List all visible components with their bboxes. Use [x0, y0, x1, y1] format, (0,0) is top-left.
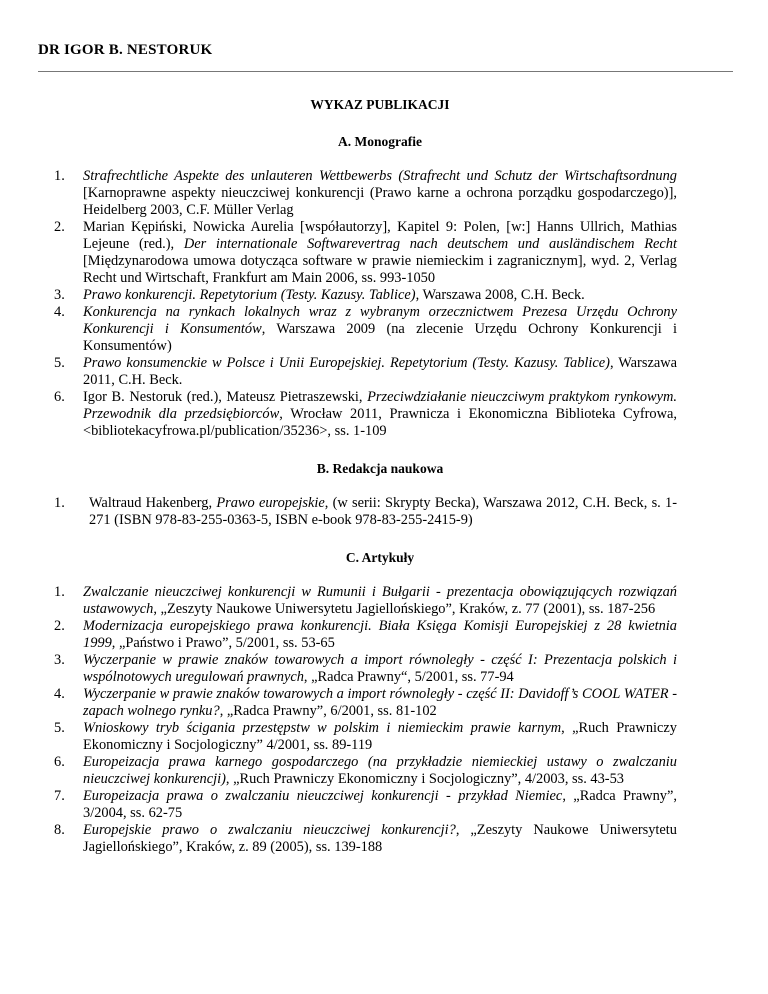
author-header: DR IGOR B. NESTORUK — [38, 42, 213, 58]
monografie-list — [54, 168, 678, 440]
section-title-redakcja: B. Redakcja naukowa — [316, 461, 444, 476]
list-item: 3. Wyczerpanie w prawie znaków towarowych a import równoległy - część I: Prezentacja polskich i wspólnotowych uregulowań prawnych, „Radca Prawny“, 5/2001, ss. 77-94 — [54, 652, 677, 685]
artykuly-list — [54, 584, 677, 856]
list-item: 8. Europejskie prawo o zwalczaniu nieuczciwej konkurencji?, „Zeszyty Naukowe Uniwersytetu Jagiellońskiego”, Kraków, z. 89 (2005), ss. 139-188 — [54, 822, 677, 855]
list-item: 4. Wyczerpanie w prawie znaków towarowych a import równoległy - część II: Davidoff’s COOL WATER - zapach wolnego rynku?, „Radca Prawny”, 6/2001, ss. 81-102 — [54, 686, 677, 719]
header-divider — [38, 71, 733, 72]
list-item: 4. Konkurencja na rynkach lokalnych wraz z wybranym orzecznictwem Prezesa Urzędu Ochrony Konkurencji i Konsumentów, Warszawa 2009 (na zlecenie Urzędu Ochrony Konkurencji i Konsumentów) — [54, 304, 677, 354]
list-item: 1. Zwalczanie nieuczciwej konkurencji w Rumunii i Bułgarii - prezentacja obowiązujących rozwiązań ustawowych, „Zeszyty Naukowe Uniwersytetu Jagiellońskiego”, Kraków, z. 77 (2001), ss. 187-256 — [54, 584, 677, 617]
list-item: 1. Strafrechtliche Aspekte des unlauteren Wettbewerbs (Strafrecht und Schutz der Wirtschaftsordnung [Karnoprawne aspekty nieuczciwej konkurencji (Prawo karne a ochrona porządku gospodarczego)], Heidelberg 2003, C.F. Müller Verlag — [54, 168, 677, 218]
list-item: 7. Europeizacja prawa o zwalczaniu nieuczciwej konkurencji - przykład Niemiec, „Radca Prawny”, 3/2004, ss. 62-75 — [54, 788, 677, 821]
list-item: 2. Modernizacja europejskiego prawa konkurencji. Biała Księga Komisji Europejskiej z 28 kwietnia 1999, „Państwo i Prawo”, 5/2001, ss. 53-65 — [54, 618, 677, 651]
list-item: 6. Europeizacja prawa karnego gospodarczego (na przykładzie niemieckiej ustawy o zwalczaniu nieuczciwej konkurencji), „Ruch Prawniczy Ekonomiczny i Socjologiczny”, 4/2003, ss. 43-53 — [54, 754, 677, 787]
list-item: 5. Prawo konsumenckie w Polsce i Unii Europejskiej. Repetytorium (Testy. Kazusy. Tablice), Warszawa 2011, C.H. Beck. — [54, 355, 678, 388]
redakcja-list — [54, 495, 678, 529]
list-item: 1. Waltraud Hakenberg, Prawo europejskie, (w serii: Skrypty Becka), Warszawa 2012, C.H. Beck, s. 1-271 (ISBN 978-83-255-0363-5, ISBN e-book 978-83-255-2415-9) — [54, 495, 678, 528]
section-title-monografie: A. Monografie — [338, 134, 422, 149]
list-item: 3. Prawo konkurencji. Repetytorium (Testy. Kazusy. Tablice), Warszawa 2008, C.H. Beck. — [54, 287, 585, 303]
document-body — [54, 92, 678, 856]
section-title-artykuly: C. Artykuły — [345, 550, 415, 565]
list-item: 6. Igor B. Nestoruk (red.), Mateusz Pietraszewski, Przeciwdziałanie nieuczciwym praktykom rynkowym. Przewodnik dla przedsiębiorców, Wrocław 2011, Prawnicza i Ekonomiczna Biblioteka Cyfrowa, <bibliotekacyfrowa.pl/publication/35236>, ss. 1-109 — [54, 389, 677, 439]
list-item: 2. Marian Kępiński, Nowicka Aurelia [współautorzy], Kapitel 9: Polen, [w:] Hanns Ullrich, Mathias Lejeune (red.), Der internationale Softwarevertrag nach deutschem und ausländischem Recht [Międzynarodowa umowa dotycząca software w prawie niemieckim i zagranicznym], wyd. 2, Verlag Recht und Wirtschaft, Frankfurt am Main 2006, ss. 993-1050 — [54, 219, 677, 286]
document-title: WYKAZ PUBLIKACJI — [310, 97, 450, 112]
list-item: 5. Wnioskowy tryb ścigania przestępstw w polskim i niemieckim prawie karnym, „Ruch Prawniczy Ekonomiczny i Socjologiczny” 4/2001, ss. 89-119 — [54, 720, 677, 753]
